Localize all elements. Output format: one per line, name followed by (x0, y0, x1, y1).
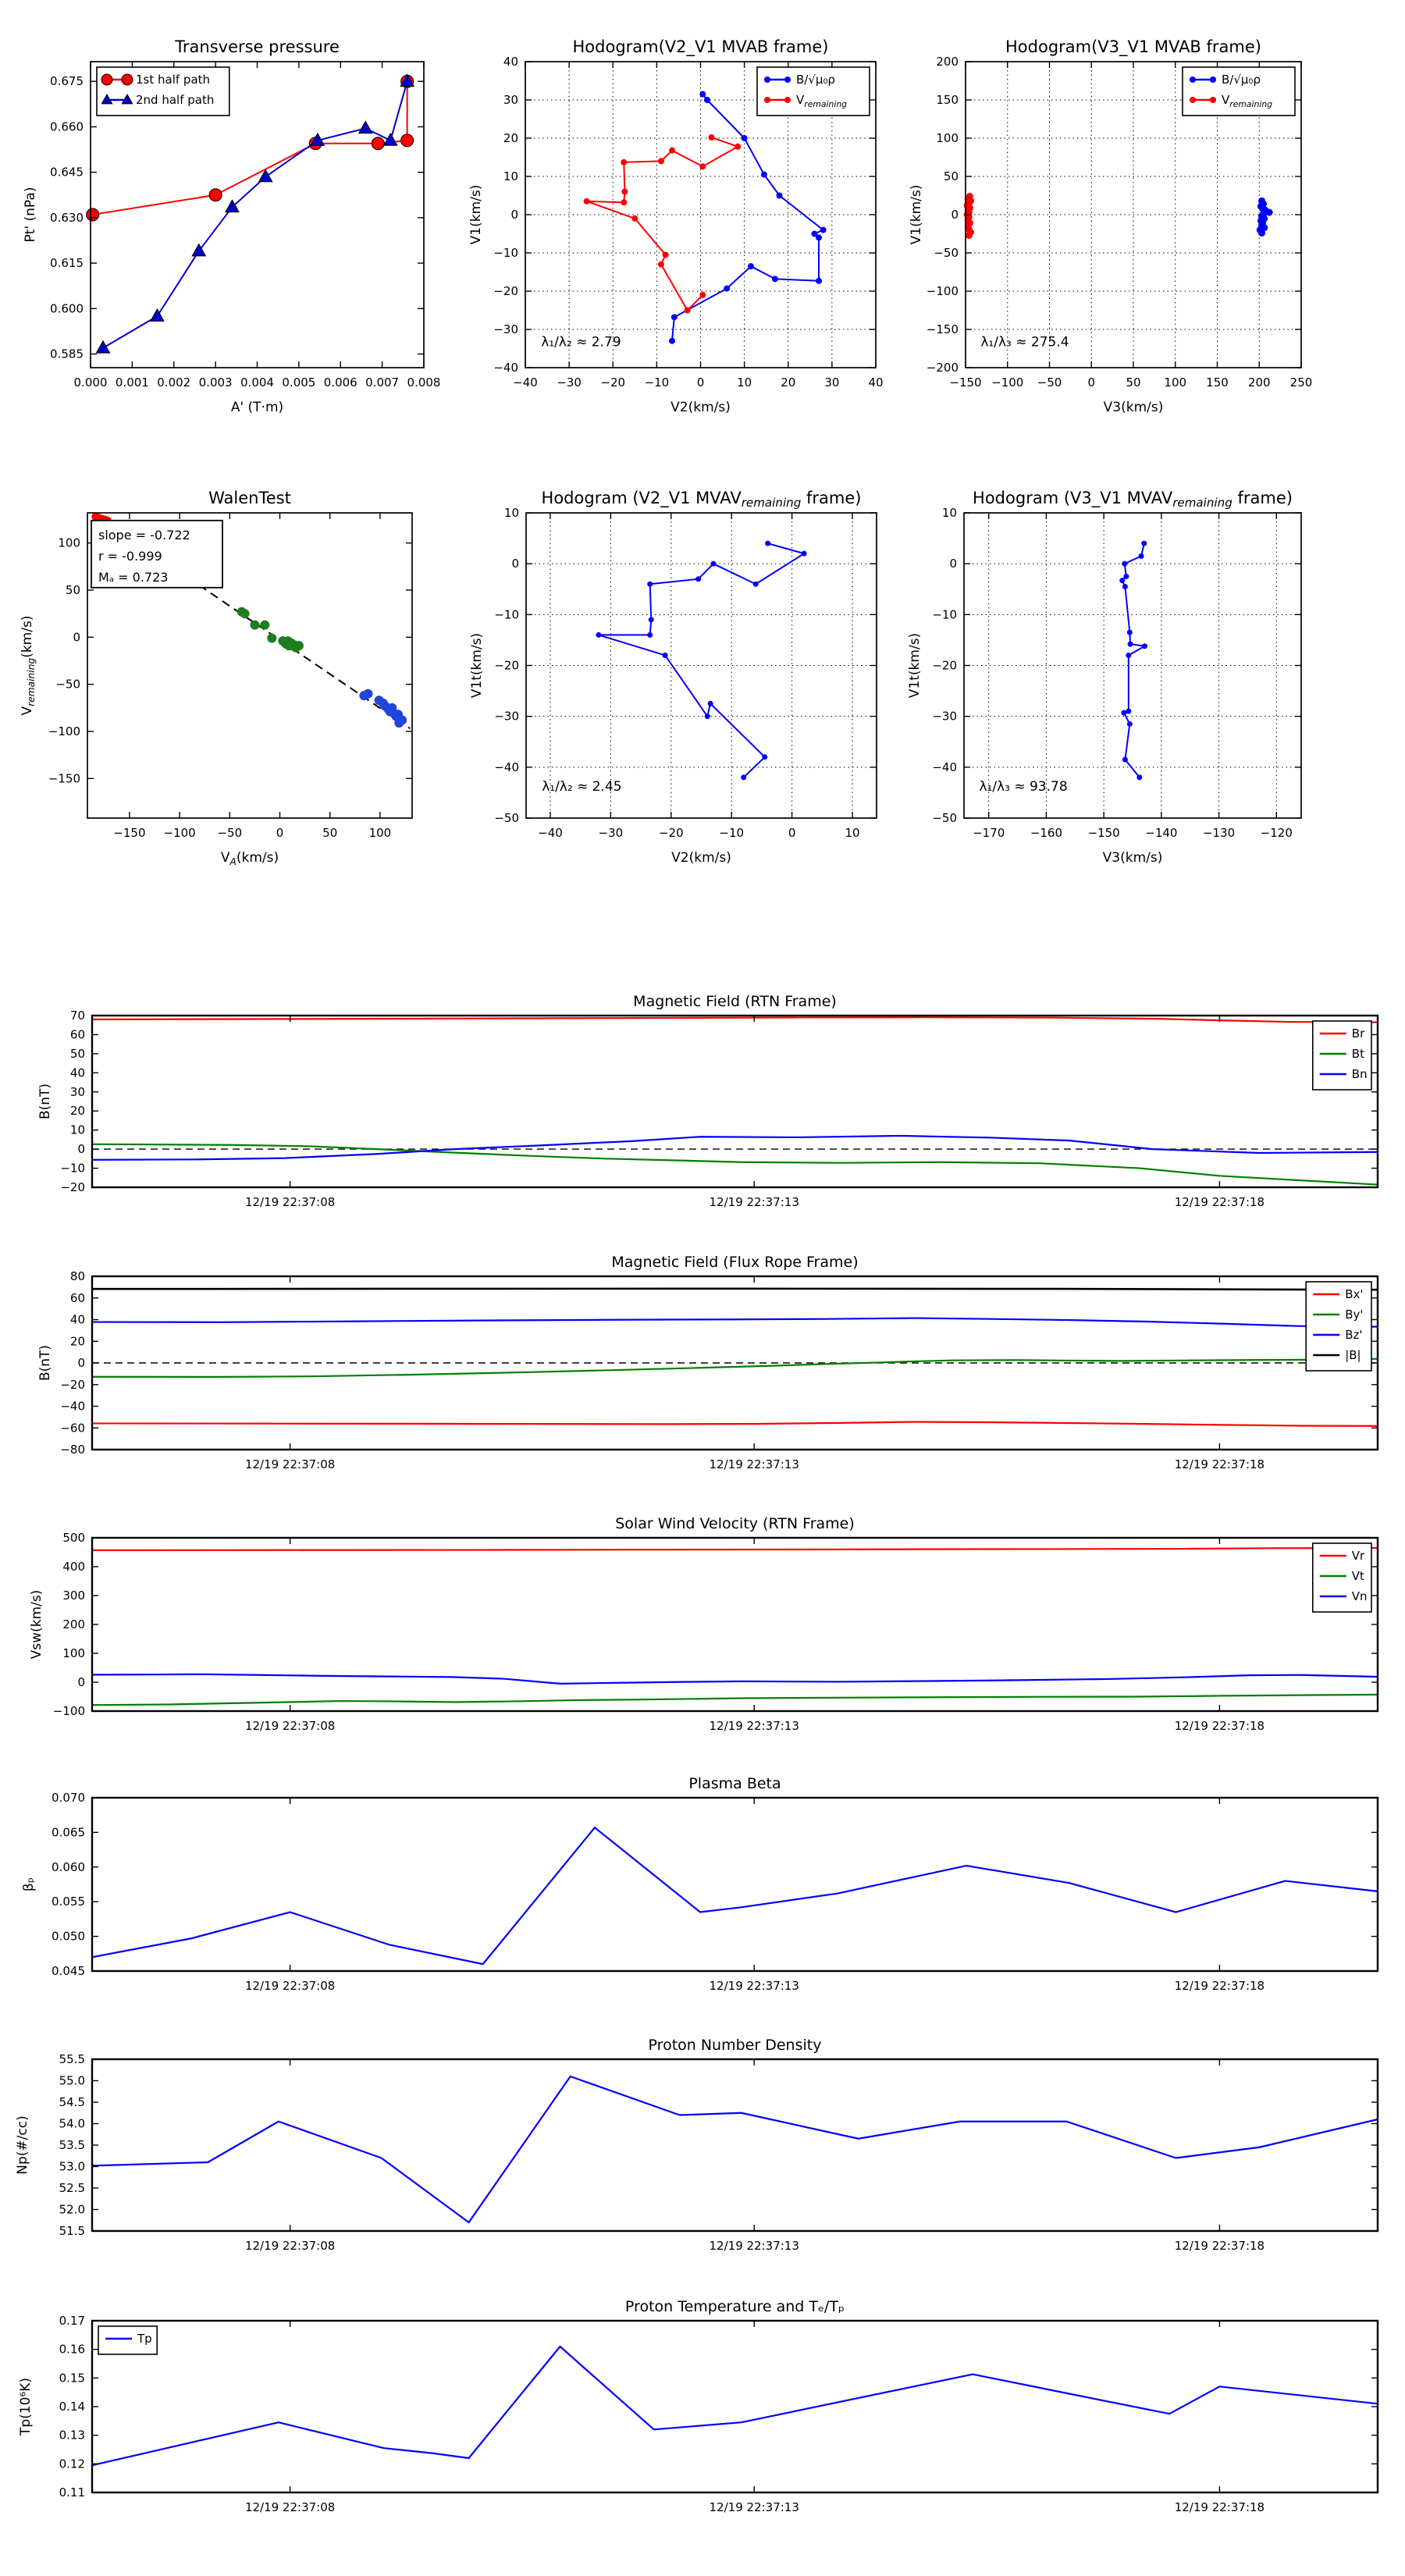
y-tick-label: 70 (69, 1009, 85, 1023)
y-tick-label: 0 (949, 557, 957, 571)
legend-label: Vt (1351, 1569, 1364, 1583)
plot-title: Proton Temperature and Tₑ/Tₚ (624, 2298, 845, 2315)
y-tick-label: 0.585 (50, 347, 84, 361)
y-tick-label: 200 (936, 55, 959, 69)
x-tick-label: 12/19 22:37:13 (709, 1719, 799, 1733)
y-tick-label: −20 (60, 1180, 85, 1194)
y-tick-label: 0 (510, 208, 518, 222)
plot-hodogram-v2v1-mvav (469, 489, 877, 866)
x-tick-label: −40 (513, 375, 538, 390)
y-tick-label: 0.16 (59, 2342, 85, 2357)
y-tick-label: 0.045 (52, 1964, 85, 1978)
y-tick-label: −40 (932, 760, 957, 774)
legend-label: 2nd half path (136, 93, 215, 107)
x-tick-label: 20 (781, 375, 796, 390)
series-Br (92, 1017, 1378, 1022)
y-tick-label: 50 (65, 582, 80, 597)
plot-title: Hodogram(V3_V1 MVAB frame) (1005, 37, 1261, 56)
x-tick-label: 12/19 22:37:08 (244, 1719, 336, 1733)
x-tick-label: −100 (163, 826, 196, 840)
x-tick-label: 12/19 22:37:08 (244, 2239, 336, 2253)
y-tick-label: 50 (69, 1046, 85, 1061)
legend (1313, 1543, 1371, 1612)
y-tick-label: −100 (48, 724, 80, 738)
x-tick-label: 150 (1206, 375, 1229, 390)
y-tick-label: 55.5 (59, 2052, 85, 2066)
x-tick-label: 0.003 (198, 375, 233, 390)
y-tick-label: 0.14 (59, 2400, 85, 2414)
annotation: λ₁/λ₂ ≈ 2.79 (541, 334, 621, 350)
x-tick-label: 12/19 22:37:13 (709, 1457, 799, 1471)
x-tick-label: −160 (1030, 826, 1063, 840)
y-tick-label: 53.5 (59, 2138, 85, 2152)
y-tick-label: 200 (62, 1617, 85, 1631)
y-tick-label: 80 (69, 1269, 85, 1283)
x-tick-label: 0.006 (323, 375, 357, 390)
x-tick-label: 0 (1087, 375, 1096, 390)
y-tick-label: 500 (62, 1531, 85, 1545)
x-tick-label: 12/19 22:37:18 (1174, 2239, 1265, 2253)
y-tick-label: 20 (503, 131, 518, 145)
stats-line: r = -0.999 (98, 548, 162, 564)
x-tick-label: 12/19 22:37:08 (244, 1979, 336, 1993)
plot-title: Transverse pressure (175, 37, 340, 56)
x-axis-label: V2(km/s) (671, 850, 731, 866)
x-tick-label: 0.002 (157, 375, 191, 390)
y-tick-label: 0.17 (59, 2314, 85, 2328)
y-tick-label: 20 (69, 1104, 85, 1119)
plot-mag-fluxrope (37, 1254, 1378, 1471)
x-tick-label: 12/19 22:37:08 (244, 2500, 336, 2514)
y-tick-label: 0 (511, 557, 519, 571)
y-tick-label: 10 (503, 506, 519, 520)
series-Bz-prime (92, 1318, 1378, 1327)
y-tick-label: 100 (62, 1646, 85, 1660)
x-tick-label: −40 (538, 826, 563, 840)
legend-label: B/√μ₀ρ (796, 73, 835, 87)
y-axis-label: V1(km/s) (909, 184, 924, 245)
y-axis-label: Pt' (nPa) (23, 187, 38, 243)
y-tick-label: −50 (932, 811, 957, 825)
x-tick-label: 12/19 22:37:13 (709, 2500, 799, 2514)
y-tick-label: 0 (77, 1356, 85, 1370)
y-tick-label: −40 (494, 760, 519, 774)
x-tick-label: −10 (644, 375, 670, 390)
legend (1306, 1282, 1371, 1371)
y-tick-label: −10 (932, 607, 957, 622)
axes-frame (92, 2059, 1378, 2231)
y-tick-label: 30 (69, 1084, 85, 1099)
y-tick-label: 55.0 (59, 2073, 85, 2088)
x-tick-label: 10 (845, 826, 860, 840)
plot-hodogram-v3v1-mvav (907, 489, 1301, 866)
legend-label: |B| (1345, 1348, 1361, 1362)
y-axis-label: Tp(10⁶K) (18, 2377, 34, 2436)
y-tick-label: 40 (503, 55, 518, 69)
y-tick-label: 0.050 (52, 1929, 85, 1944)
annotation: λ₁/λ₃ ≈ 93.78 (979, 778, 1068, 795)
legend-label: B/√μ₀ρ (1222, 73, 1261, 87)
annotation: λ₁/λ₃ ≈ 275.4 (980, 334, 1069, 350)
stats-line: slope = -0.722 (98, 527, 190, 543)
plot-vsw-rtn (29, 1515, 1378, 1733)
y-axis-label: B(nT) (37, 1344, 53, 1382)
plot-mag-rtn (37, 993, 1378, 1209)
y-tick-label: 0.065 (52, 1825, 85, 1840)
y-tick-label: 0.060 (52, 1859, 85, 1874)
x-tick-label: 30 (824, 375, 840, 390)
y-tick-label: −10 (494, 607, 519, 622)
y-tick-label: 0 (77, 1675, 85, 1689)
legend-label: By' (1345, 1308, 1364, 1322)
x-tick-label: −150 (949, 375, 982, 390)
y-tick-label: −10 (493, 246, 518, 260)
y-axis-label: V1t(km/s) (469, 632, 485, 699)
y-tick-label: −50 (55, 677, 80, 692)
x-axis-label: V2(km/s) (670, 400, 731, 415)
y-tick-label: 60 (69, 1027, 85, 1042)
series-v-path (596, 541, 806, 781)
y-tick-label: 10 (941, 506, 957, 520)
x-tick-label: −30 (598, 826, 624, 840)
series-Np (92, 2076, 1378, 2222)
x-tick-label: −30 (557, 375, 582, 390)
x-tick-label: 10 (737, 375, 752, 390)
y-axis-label: V1t(km/s) (907, 632, 923, 699)
y-tick-label: −20 (60, 1377, 85, 1392)
y-tick-label: 40 (69, 1066, 85, 1080)
plot-title: Solar Wind Velocity (RTN Frame) (615, 1515, 855, 1532)
y-tick-label: 50 (943, 169, 959, 183)
y-tick-label: 54.5 (59, 2095, 85, 2109)
y-tick-label: 30 (503, 93, 518, 107)
stats-line: Mₐ = 0.723 (98, 569, 169, 585)
x-tick-label: 0.000 (73, 375, 108, 390)
plot-title: Plasma Beta (688, 1775, 781, 1792)
plot-title: Hodogram(V2_V1 MVAB frame) (572, 37, 829, 56)
x-tick-label: 12/19 22:37:18 (1174, 1719, 1265, 1733)
y-tick-label: −30 (932, 709, 957, 724)
x-tick-label: −150 (113, 826, 146, 840)
y-tick-label: −30 (494, 709, 519, 724)
x-tick-label: 100 (368, 826, 392, 840)
axes-frame (92, 1538, 1378, 1711)
x-tick-label: 12/19 22:37:08 (244, 1457, 336, 1471)
legend-label: Tp (137, 2332, 152, 2346)
y-tick-label: 60 (69, 1290, 85, 1305)
x-tick-label: −20 (600, 375, 626, 390)
x-axis-label: A' (T·m) (230, 400, 284, 415)
y-tick-label: 10 (69, 1123, 85, 1137)
x-tick-label: 40 (868, 375, 884, 390)
legend (757, 67, 870, 116)
y-tick-label: 400 (62, 1560, 85, 1574)
x-tick-label: −50 (1037, 375, 1062, 390)
legend (97, 67, 229, 116)
plot-title: WalenTest (208, 489, 291, 507)
series-By-prime (92, 1359, 1378, 1377)
series-blue-cluster (359, 689, 407, 728)
y-tick-label: −200 (926, 361, 959, 375)
legend-label: 1st half path (136, 73, 211, 87)
legend (1183, 67, 1295, 116)
y-tick-label: 0.055 (52, 1895, 85, 1909)
y-tick-label: −150 (926, 322, 959, 336)
x-tick-label: 0 (696, 375, 705, 390)
y-tick-label: −80 (60, 1443, 85, 1457)
plot-proton-density (15, 2037, 1378, 2253)
legend-label: $V_{remaining}$ (1222, 93, 1273, 109)
axes-frame (92, 1798, 1378, 1971)
series-B-magnitude (92, 1289, 1378, 1290)
legend-label: Bt (1351, 1047, 1364, 1061)
y-tick-label: 10 (503, 169, 518, 183)
x-tick-label: 0.008 (407, 375, 441, 390)
y-tick-label: 150 (936, 93, 959, 107)
y-tick-label: 0.12 (59, 2457, 85, 2471)
plot-hodogram-v3v1-mvab (909, 37, 1312, 415)
series-Tp (92, 2347, 1378, 2465)
y-tick-label: −50 (494, 811, 519, 825)
x-axis-label: $V_A(km/s)$ (220, 850, 279, 867)
series-V-remaining (584, 134, 742, 313)
x-tick-label: 0.004 (240, 375, 274, 390)
x-tick-label: 12/19 22:37:13 (709, 2239, 799, 2253)
legend-label: Vr (1351, 1549, 1365, 1563)
y-tick-label: −40 (493, 361, 518, 375)
x-tick-label: −140 (1145, 826, 1178, 840)
x-tick-label: 12/19 22:37:13 (709, 1195, 799, 1209)
x-tick-label: 0.005 (282, 375, 316, 390)
x-tick-label: 50 (1126, 375, 1141, 390)
y-tick-label: 0.645 (50, 165, 84, 180)
y-tick-label: 53.0 (59, 2159, 85, 2174)
legend-label: Vn (1351, 1589, 1368, 1603)
series-Bx-prime (92, 1421, 1378, 1425)
x-tick-label: −170 (973, 826, 1005, 840)
x-tick-label: 50 (322, 826, 338, 840)
y-tick-label: 300 (62, 1589, 85, 1603)
x-tick-label: −20 (658, 826, 684, 840)
y-tick-label: −100 (926, 284, 959, 298)
y-tick-label: 0.675 (50, 74, 84, 89)
y-tick-label: 54.0 (59, 2116, 85, 2131)
annotation: λ₁/λ₂ ≈ 2.45 (542, 778, 622, 795)
x-tick-label: −130 (1202, 826, 1236, 840)
y-tick-label: −30 (493, 322, 518, 336)
x-tick-label: 12/19 22:37:18 (1174, 1457, 1265, 1471)
series-beta-p (92, 1827, 1378, 1964)
plot-transverse-pressure (23, 37, 440, 415)
y-tick-label: 0.13 (59, 2428, 85, 2443)
plot-plasma-beta (21, 1775, 1378, 1993)
x-tick-label: −50 (217, 826, 243, 840)
series-Vr (92, 1548, 1378, 1550)
y-axis-label: B(nT) (37, 1083, 53, 1120)
x-tick-label: −150 (1087, 826, 1120, 840)
plot-title: Hodogram (V2_V1 MVAVremaining frame) (541, 489, 862, 510)
series-green-cluster (237, 607, 304, 653)
y-tick-label: 52.5 (59, 2181, 85, 2195)
y-axis-label: Vsw(km/s) (29, 1589, 44, 1660)
x-tick-label: 12/19 22:37:08 (244, 1195, 336, 1209)
plot-title: Magnetic Field (RTN Frame) (633, 993, 837, 1010)
y-tick-label: −20 (493, 284, 518, 298)
x-tick-label: −120 (1260, 826, 1293, 840)
y-tick-label: −10 (60, 1161, 85, 1176)
legend-label: Bz' (1345, 1328, 1363, 1342)
plot-proton-temp (18, 2298, 1378, 2514)
x-tick-label: 12/19 22:37:18 (1174, 2500, 1265, 2514)
y-tick-label: −20 (494, 658, 519, 673)
legend-label: Bx' (1345, 1287, 1364, 1301)
y-tick-label: 0.15 (59, 2371, 85, 2386)
x-tick-label: 0.001 (115, 375, 149, 390)
x-tick-label: 12/19 22:37:13 (709, 1979, 799, 1993)
plot-walen-test (20, 489, 412, 867)
legend (1313, 1021, 1371, 1090)
plot-title: Magnetic Field (Flux Rope Frame) (611, 1254, 859, 1271)
x-tick-label: 250 (1289, 375, 1313, 390)
y-tick-label: −20 (932, 658, 957, 673)
legend-label: $V_{remaining}$ (796, 93, 848, 109)
y-tick-label: 52.0 (59, 2202, 85, 2217)
series-Vt (92, 1695, 1378, 1705)
y-tick-label: 0 (73, 630, 80, 645)
plot-title: Proton Number Density (648, 2037, 822, 2054)
y-tick-label: 40 (69, 1312, 85, 1327)
y-tick-label: 20 (69, 1334, 85, 1349)
y-tick-label: 0.11 (59, 2485, 85, 2500)
x-tick-label: 0.007 (365, 375, 400, 390)
y-tick-label: −150 (48, 771, 80, 786)
x-tick-label: 0 (788, 826, 796, 840)
x-tick-label: −10 (719, 826, 745, 840)
y-axis-label: $V_{remaining}(km/s)$ (20, 615, 37, 716)
y-tick-label: −60 (60, 1421, 85, 1436)
y-tick-label: 0.630 (50, 210, 84, 225)
y-tick-label: 0.615 (50, 256, 84, 271)
y-tick-label: −50 (934, 246, 959, 260)
axes-frame (92, 2321, 1378, 2492)
series-Bn (92, 1136, 1378, 1160)
y-tick-label: 0.600 (50, 301, 84, 316)
x-tick-label: 12/19 22:37:18 (1174, 1195, 1265, 1209)
y-tick-label: 51.5 (59, 2224, 85, 2238)
y-tick-label: 0 (77, 1142, 85, 1157)
legend-label: Br (1351, 1026, 1365, 1041)
y-tick-label: 100 (58, 535, 80, 550)
y-tick-label: 100 (936, 131, 959, 145)
legend (98, 2326, 157, 2354)
series-B-over-sqrt-mu0rho (1257, 197, 1273, 237)
y-axis-label: Np(#/cc) (15, 2115, 30, 2175)
plot-title: Hodogram (V3_V1 MVAVremaining frame) (973, 489, 1293, 510)
series-Vn (92, 1674, 1378, 1684)
y-axis-label: βₚ (21, 1877, 37, 1892)
y-tick-label: −100 (52, 1704, 85, 1718)
series-v-path (1119, 541, 1147, 781)
x-axis-label: V3(km/s) (1102, 850, 1163, 866)
x-tick-label: 12/19 22:37:18 (1174, 1979, 1265, 1993)
x-tick-label: 100 (1164, 375, 1187, 390)
y-tick-label: 0.660 (50, 119, 84, 134)
plot-hodogram-v2v1-mvab (468, 37, 884, 415)
y-tick-label: 0 (951, 208, 959, 222)
y-tick-label: 0.070 (52, 1791, 85, 1805)
y-axis-label: V1(km/s) (468, 184, 484, 245)
y-tick-label: −40 (60, 1399, 85, 1414)
x-tick-label: 200 (1247, 375, 1271, 390)
x-tick-label: 0 (276, 826, 284, 840)
x-tick-label: −100 (991, 375, 1024, 390)
legend-label: Bn (1351, 1067, 1368, 1081)
x-axis-label: V3(km/s) (1103, 400, 1164, 415)
